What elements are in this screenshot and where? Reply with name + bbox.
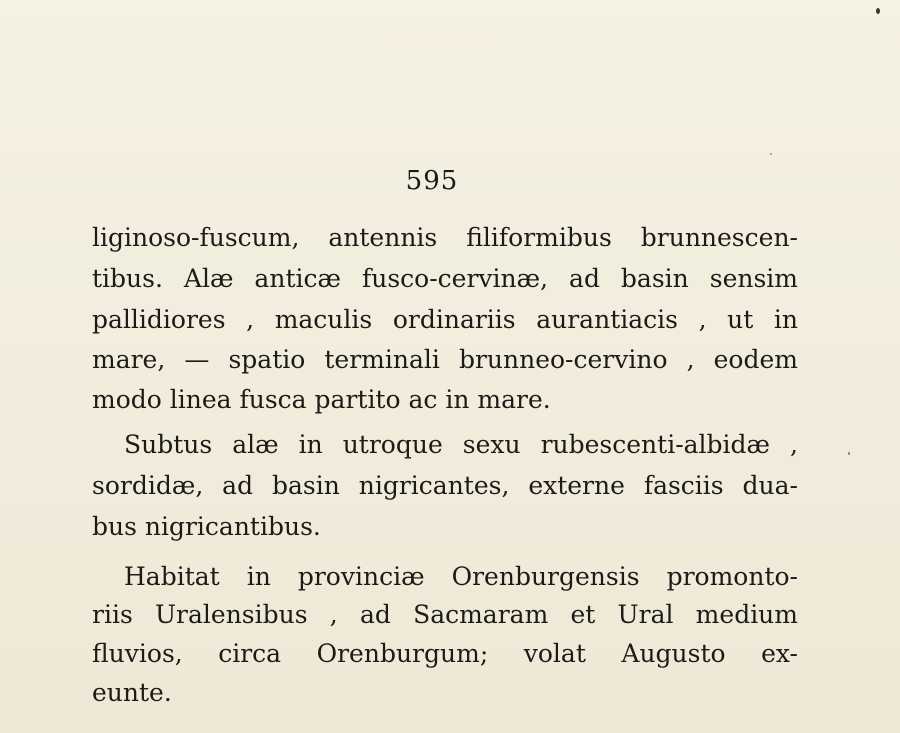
text-line: pallidiores , maculis ordinariis aurantiacis , ut in	[92, 305, 798, 334]
text-line: fluvios, circa Orenburgum; volat Augusto ex-	[92, 639, 798, 668]
text-line: modo linea fusca partito ac in mare.	[92, 385, 551, 414]
text-line: eunte.	[92, 678, 172, 707]
text-line: liginoso-fuscum, antennis filiformibus brunnescen-	[92, 223, 798, 252]
text-line: Subtus alæ in utroque sexu rubescenti-albidæ ,	[124, 430, 798, 459]
page-number: 595	[405, 166, 459, 196]
text-line: tibus. Alæ anticæ fusco-cervinæ, ad basin sensim	[92, 264, 798, 293]
text-line: sordidæ, ad basin nigricantes, externe fasciis dua-	[92, 471, 798, 500]
ink-speck	[770, 153, 772, 155]
text-line: riis Uralensibus , ad Sacmaram et Ural medium	[92, 600, 798, 629]
text-line: mare, — spatio terminali brunneo-cervino , eodem	[92, 345, 798, 374]
ink-speck	[876, 8, 880, 14]
text-line: Habitat in provinciæ Orenburgensis promonto-	[124, 562, 798, 591]
ink-speck	[848, 452, 850, 455]
text-line: bus nigricantibus.	[92, 512, 321, 541]
